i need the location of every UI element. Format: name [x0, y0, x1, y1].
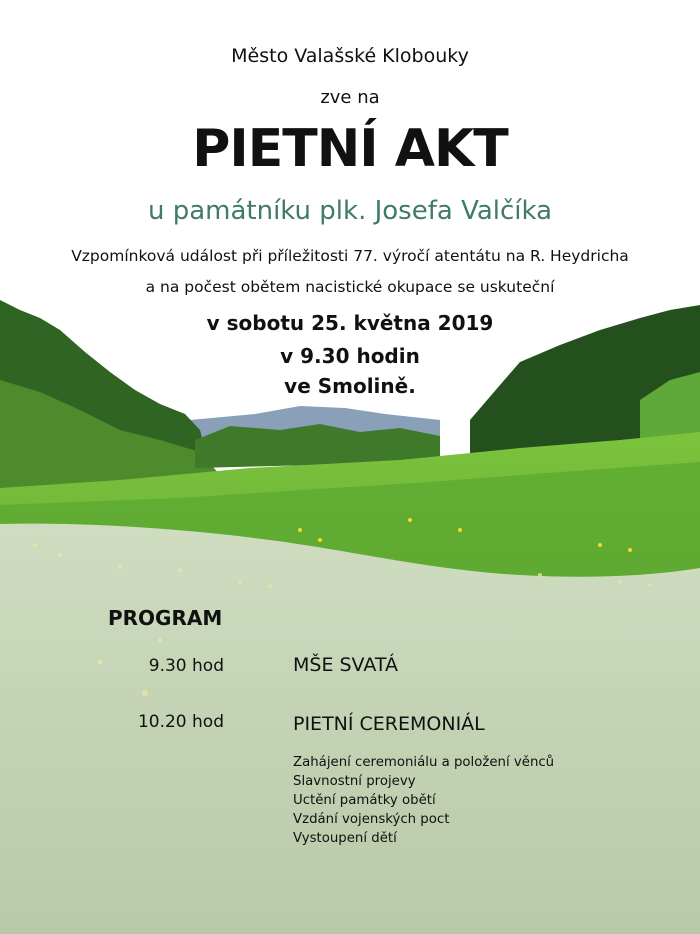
page-title: PIETNÍ AKT	[192, 119, 508, 179]
program-item-title: PIETNÍ CEREMONIÁL	[293, 713, 485, 735]
event-date: v sobotu 25. května 2019	[206, 311, 494, 335]
ceremony-detail-item: Vystoupení dětí	[293, 831, 397, 846]
ceremony-detail-item: Vzdání vojenských poct	[293, 812, 450, 827]
invites-text: zve na	[320, 87, 380, 108]
event-time: v 9.30 hodin	[280, 344, 420, 368]
ceremony-detail-item: Zahájení ceremoniálu a položení věnců	[293, 755, 555, 770]
organizer-name: Město Valašské Klobouky	[231, 45, 469, 67]
ceremony-detail-item: Slavnostní projevy	[293, 774, 416, 789]
ceremony-details-list	[293, 753, 554, 848]
description-line-1: Vzpomínková událost při příležitosti 77. výročí atentátu na R. Heydricha	[71, 247, 629, 265]
program-heading: PROGRAM	[108, 606, 223, 630]
event-place: ve Smolině.	[284, 374, 416, 398]
program-item-title: MŠE SVATÁ	[293, 654, 398, 676]
program-item-time: 10.20 hod	[137, 712, 224, 732]
description-line-2: a na počest obětem nacistické okupace se uskuteční	[145, 278, 555, 296]
memorial-subtitle: u památníku plk. Josefa Valčíka	[147, 196, 553, 226]
program-item-time: 9.30 hod	[148, 656, 224, 676]
ceremony-detail-item: Uctění památky obětí	[293, 793, 436, 808]
